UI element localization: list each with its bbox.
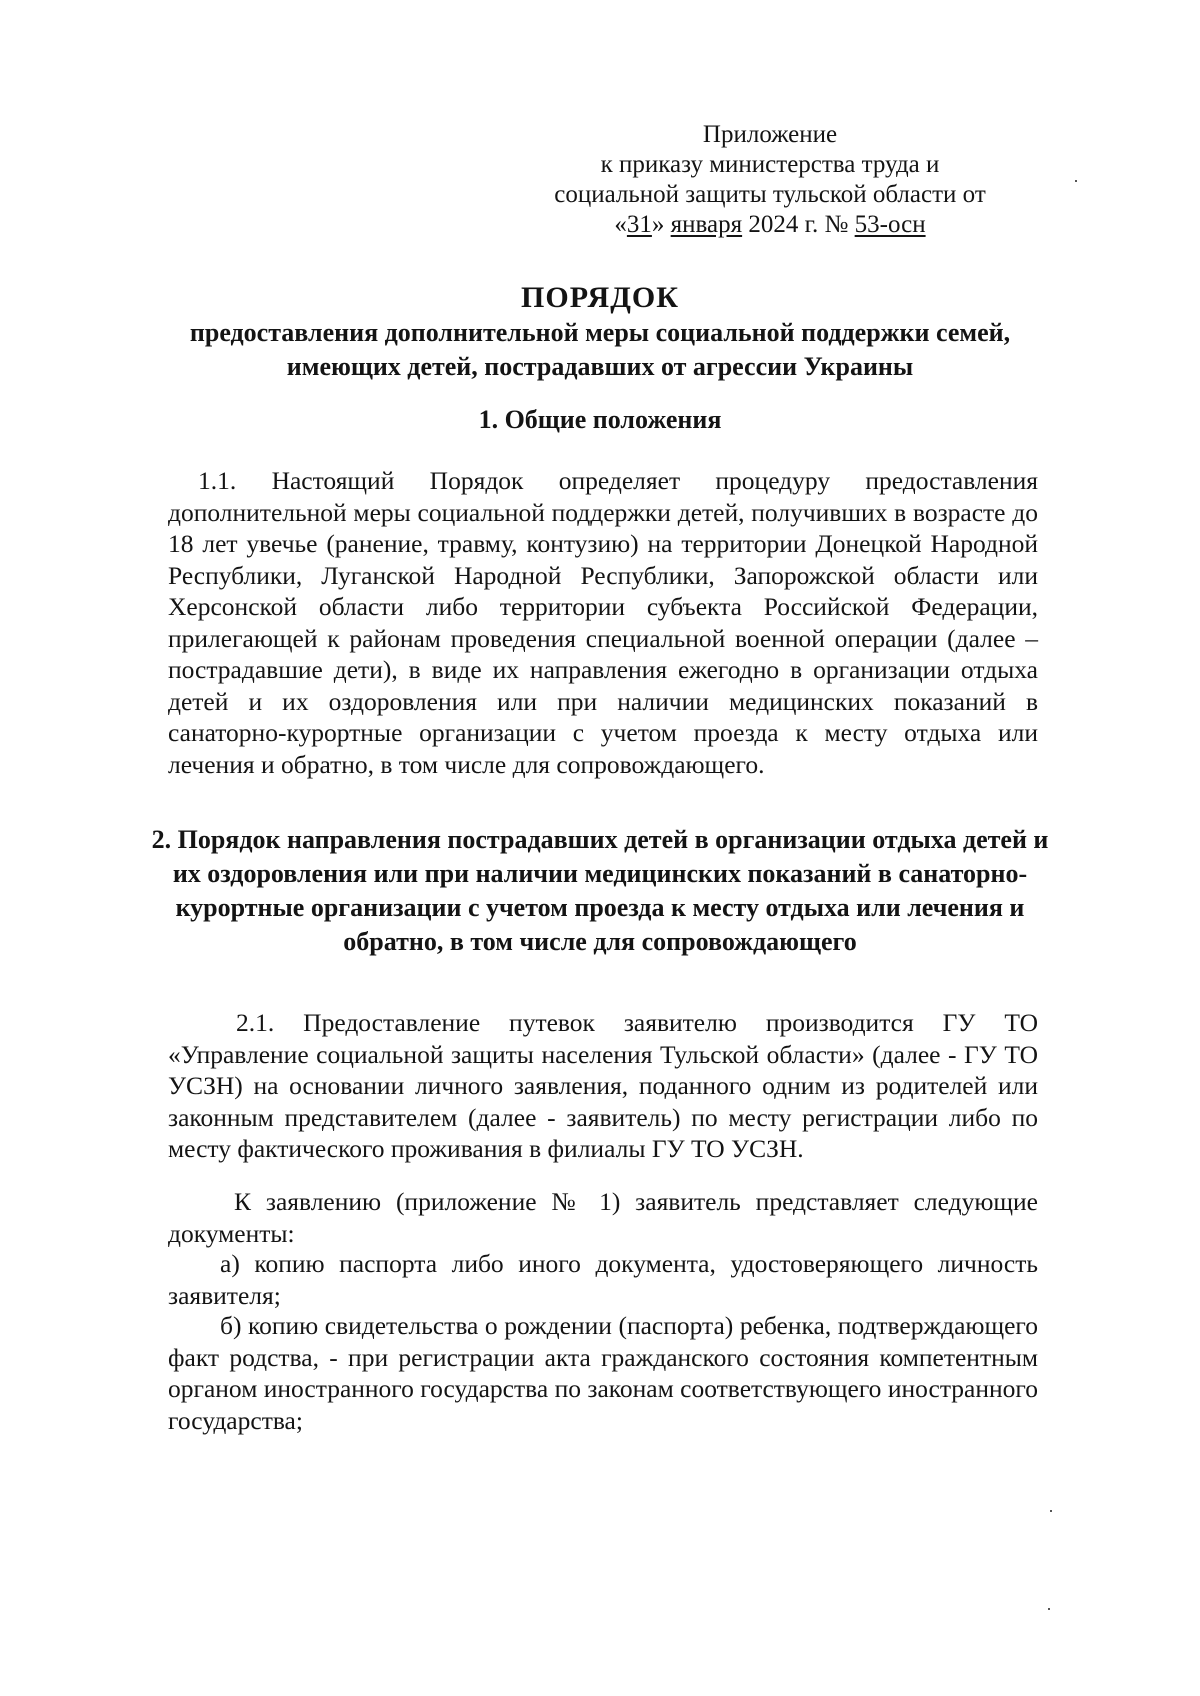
approval-day: 31 xyxy=(626,211,652,238)
document-title: ПОРЯДОК xyxy=(521,281,679,314)
date-open-quote: « xyxy=(614,211,627,238)
approval-year: 2024 г. № xyxy=(742,211,855,238)
approval-line-3: социальной защиты тульской области от xyxy=(554,181,986,208)
paragraph-documents-intro: К заявлению (приложение № 1) заявитель представляет следующие документы: xyxy=(168,1187,1038,1248)
date-close-quote: » xyxy=(651,211,671,238)
approval-stamp xyxy=(520,120,1020,240)
paragraph-1-1: 1.1. Настоящий Порядок определяет процедуру предоставления дополнительной меры социальной поддержки детей, получивших в возрасте до 18 лет увечье (ранение, травму, контузию) на территории Донецкой Народной Республики, Луганской Народной Республики, Запорожской области или Херсонской области либо территории субъекта Российской Федерации, прилегающей к районам проведения специальной военной операции (далее – пострадавшие дети), в виде их направления ежегодно в организации отдыха детей и их оздоровления или при наличии медицинских показаний в санаторно-курортные организации с учетом проезда к месту отдыха или лечения и обратно, в том числе для сопровождающего. xyxy=(168,466,1038,779)
approval-line-2: к приказу министерства труда и xyxy=(600,151,940,178)
approval-number: 53-осн xyxy=(854,211,926,238)
approval-line-1: Приложение xyxy=(702,121,838,148)
list-item-a: а) копию паспорта либо иного документа, удостоверяющего личность заявителя; xyxy=(168,1249,1038,1310)
scan-speck xyxy=(1050,1510,1052,1512)
document-title-block xyxy=(160,280,1040,384)
section-1-heading: 1. Общие положения xyxy=(478,405,722,434)
list-item-b: б) копию свидетельства о рождении (паспорта) ребенка, подтверждающего факт родства, - при регистрации акта гражданского состояния компетентным органом иностранного государства по законам соответствующего иностранного государства; xyxy=(168,1311,1038,1435)
approval-date-line xyxy=(520,210,1020,240)
approval-month: января xyxy=(670,211,743,238)
scan-speck xyxy=(1075,180,1077,182)
scan-speck xyxy=(1048,1608,1050,1610)
document-subtitle: предоставления дополнительной меры социальной поддержки семей, имеющих детей, пострадавших от агрессии Украины xyxy=(189,318,1011,381)
section-2-heading: 2. Порядок направления пострадавших детей в организации отдыха детей и их оздоровления или при наличии медицинских показаний в санаторно-курортные организации с учетом проезда к месту отдыха или лечения и обратно, в том числе для сопровождающего xyxy=(151,825,1049,956)
paragraph-2-1: 2.1. Предоставление путевок заявителю производится ГУ ТО «Управление социальной защиты населения Тульской области» (далее - ГУ ТО УСЗН) на основании личного заявления, поданного одним из родителей или законным представителем (далее - заявитель) по месту регистрации либо по месту фактического проживания в филиалы ГУ ТО УСЗН. xyxy=(168,1008,1038,1163)
